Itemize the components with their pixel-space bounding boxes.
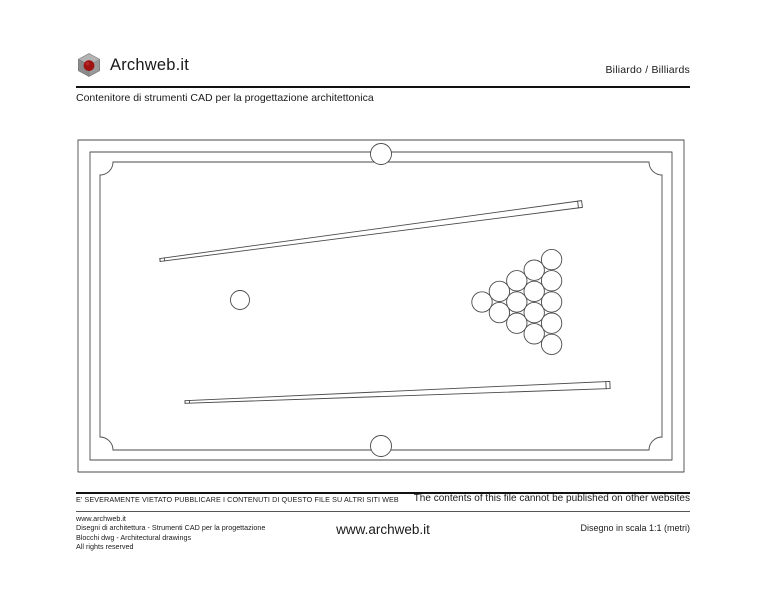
- rack-ball: [541, 292, 561, 312]
- notice-italian: E' SEVERAMENTE VIETATO PUBBLICARE I CONTENUTI DI QUESTO FILE SU ALTRI SITI WEB: [76, 495, 399, 504]
- rack-ball: [541, 271, 561, 291]
- footer-line-2: Blocchi dwg - Architectural drawings: [76, 532, 192, 542]
- pocket-bottom-middle: [371, 436, 392, 457]
- rack-ball: [524, 281, 544, 301]
- rack-ball: [541, 334, 561, 354]
- cue-ball: [231, 291, 250, 310]
- brand-block: [76, 52, 189, 78]
- sheet-subtitle: Contenitore di strumenti CAD per la progettazione architettonica: [76, 92, 374, 104]
- footer-line-1: Disegni di architettura - Strumenti CAD per la progettazione: [76, 523, 266, 533]
- rack-ball: [507, 292, 527, 312]
- footer-mid-rule: [76, 511, 690, 512]
- rack-ball: [541, 313, 561, 333]
- footer-line-0: www.archweb.it: [76, 514, 126, 523]
- rack-ball: [507, 313, 527, 333]
- footer-scale-note: Disegno in scala 1:1 (metri): [580, 523, 690, 533]
- rack-ball: [524, 324, 544, 344]
- drawing-title: Biliardo / Billiards: [605, 64, 690, 76]
- footer-website-url: www.archweb.it: [336, 522, 430, 537]
- header-divider-rule: [76, 86, 690, 88]
- rack-ball: [472, 292, 492, 312]
- notice-english: The contents of this file cannot be published on other websites: [413, 493, 690, 504]
- table-outer-frame: [78, 140, 684, 472]
- rack-ball: [541, 249, 561, 269]
- rack-ball: [524, 260, 544, 280]
- footer-line-3: All rights reserved: [76, 542, 134, 552]
- rack-ball: [507, 271, 527, 291]
- cube-logo-icon: [76, 52, 102, 78]
- footer-columns: [76, 514, 690, 556]
- billiard-table-drawing: [70, 132, 698, 482]
- rack-ball: [489, 281, 509, 301]
- rack-ball: [524, 302, 544, 322]
- billiard-table-svg: [70, 132, 698, 482]
- copyright-notice-row: [76, 495, 690, 509]
- rack-ball: [489, 302, 509, 322]
- footer-info-block: [76, 514, 265, 552]
- brand-name: Archweb.it: [110, 55, 190, 74]
- pocket-top-middle: [371, 144, 392, 165]
